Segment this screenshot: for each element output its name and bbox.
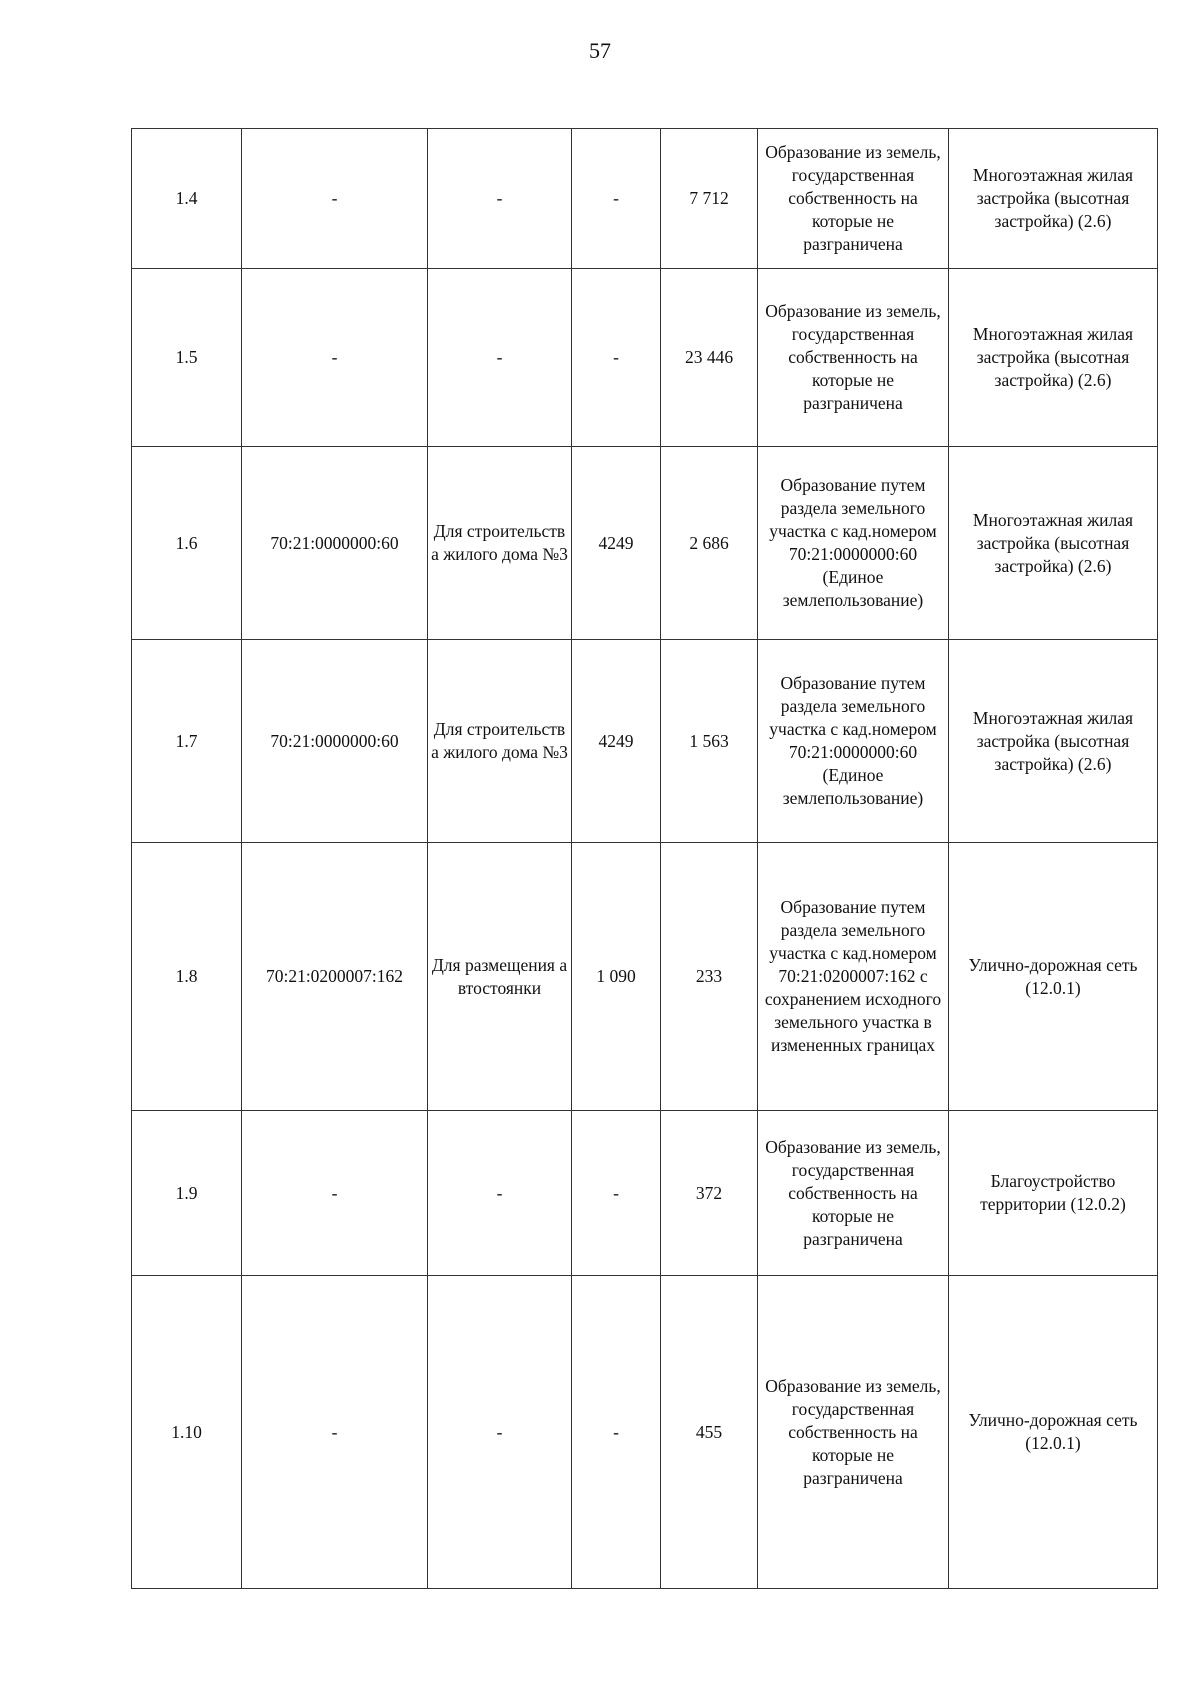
plot-area: 372	[661, 1111, 758, 1276]
plot-area: 23 446	[661, 269, 758, 447]
source-area: 4249	[572, 640, 661, 843]
row-number: 1.6	[132, 447, 242, 640]
source-area: -	[572, 1111, 661, 1276]
cadastral-number: 70:21:0200007:162	[242, 843, 428, 1111]
formation-method: Образование путем раздела земельного участка с кад.номером 70:21:0000000:60 (Единое землепользование)	[758, 447, 949, 640]
plot-area: 1 563	[661, 640, 758, 843]
permitted-use: Многоэтажная жилая застройка (высотная застройка) (2.6)	[949, 640, 1158, 843]
formation-method: Образование из земель, государственная собственность на которые не разграничена	[758, 269, 949, 447]
table-row	[132, 640, 1158, 843]
permitted-purpose: Для строительства жилого дома №3	[428, 640, 572, 843]
permitted-use: Многоэтажная жилая застройка (высотная застройка) (2.6)	[949, 269, 1158, 447]
table-row	[132, 1276, 1158, 1589]
cadastral-number: -	[242, 1111, 428, 1276]
formation-method: Образование путем раздела земельного участка с кад.номером 70:21:0000000:60 (Единое землепользование)	[758, 640, 949, 843]
row-number: 1.7	[132, 640, 242, 843]
permitted-purpose: Для размещения автостоянки	[428, 843, 572, 1111]
plot-area: 7 712	[661, 129, 758, 269]
cadastral-number: -	[242, 129, 428, 269]
permitted-purpose: -	[428, 1276, 572, 1589]
page-number: 57	[589, 38, 611, 63]
source-area: -	[572, 1276, 661, 1589]
table-row	[132, 269, 1158, 447]
formation-method: Образование путем раздела земельного участка с кад.номером 70:21:0200007:162 с сохранением исходного земельного участка в измененных границах	[758, 843, 949, 1111]
source-area: -	[572, 129, 661, 269]
plot-area: 455	[661, 1276, 758, 1589]
land-plots-table	[131, 128, 1158, 1589]
formation-method: Образование из земель, государственная собственность на которые не разграничена	[758, 1276, 949, 1589]
permitted-use: Улично-дорожная сеть (12.0.1)	[949, 1276, 1158, 1589]
table-row	[132, 129, 1158, 269]
permitted-use: Благоустройство территории (12.0.2)	[949, 1111, 1158, 1276]
table-row	[132, 447, 1158, 640]
permitted-purpose: -	[428, 269, 572, 447]
permitted-use: Многоэтажная жилая застройка (высотная застройка) (2.6)	[949, 129, 1158, 269]
cadastral-number: 70:21:0000000:60	[242, 640, 428, 843]
permitted-purpose: -	[428, 129, 572, 269]
table-row	[132, 843, 1158, 1111]
permitted-purpose: -	[428, 1111, 572, 1276]
row-number: 1.4	[132, 129, 242, 269]
source-area: -	[572, 269, 661, 447]
row-number: 1.8	[132, 843, 242, 1111]
formation-method: Образование из земель, государственная собственность на которые не разграничена	[758, 129, 949, 269]
table-row	[132, 1111, 1158, 1276]
land-plots-table-wrapper	[131, 128, 1157, 1589]
cadastral-number: 70:21:0000000:60	[242, 447, 428, 640]
permitted-use: Многоэтажная жилая застройка (высотная застройка) (2.6)	[949, 447, 1158, 640]
formation-method: Образование из земель, государственная собственность на которые не разграничена	[758, 1111, 949, 1276]
row-number: 1.5	[132, 269, 242, 447]
cadastral-number: -	[242, 1276, 428, 1589]
row-number: 1.10	[132, 1276, 242, 1589]
permitted-purpose: Для строительства жилого дома №3	[428, 447, 572, 640]
source-area: 1 090	[572, 843, 661, 1111]
cadastral-number: -	[242, 269, 428, 447]
plot-area: 233	[661, 843, 758, 1111]
plot-area: 2 686	[661, 447, 758, 640]
source-area: 4249	[572, 447, 661, 640]
permitted-use: Улично-дорожная сеть (12.0.1)	[949, 843, 1158, 1111]
row-number: 1.9	[132, 1111, 242, 1276]
